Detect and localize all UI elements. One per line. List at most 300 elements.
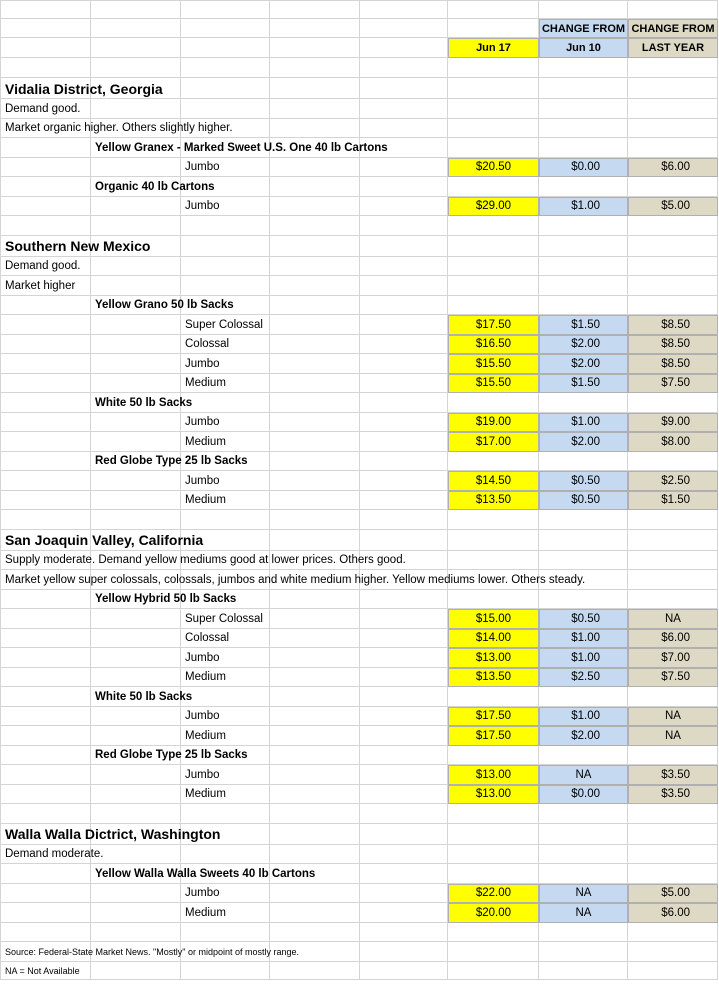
cell-col-3 [270, 158, 360, 178]
current-price: $13.00 [448, 765, 539, 785]
cell-col-7 [628, 276, 718, 296]
product-name: Yellow Grano 50 lb Sacks [95, 299, 234, 312]
cell-col-1 [91, 471, 181, 491]
size-label: Jumbo [185, 200, 220, 213]
sheet-row-note [0, 257, 719, 277]
cell-col-4 [360, 58, 448, 78]
cell-col-0 [0, 687, 91, 707]
cell-col-3 [270, 903, 360, 923]
cell-col-5 [448, 78, 539, 99]
cell-col-3 [270, 962, 360, 981]
size-label: Medium [185, 435, 226, 448]
cell-col-0 [0, 452, 91, 472]
cell-col-0 [0, 707, 91, 727]
sheet-row-product [0, 452, 719, 472]
sheet-row-product [0, 590, 719, 610]
cell-col-1 [91, 785, 181, 805]
cell-col-3 [270, 374, 360, 394]
current-price: $17.50 [448, 726, 539, 746]
cell-col-0 [0, 590, 91, 610]
cell-col-1 [91, 845, 181, 865]
cell-col-7 [628, 78, 718, 99]
cell-col-2 [181, 510, 270, 530]
size-label: Jumbo [185, 887, 220, 900]
cell-col-5 [448, 510, 539, 530]
cell-col-4 [360, 335, 448, 355]
current-price: $15.50 [448, 374, 539, 394]
cell-col-5 [448, 923, 539, 943]
change-from-week: $1.00 [539, 648, 628, 668]
current-price: $14.00 [448, 629, 539, 649]
cell-col-1 [91, 257, 181, 277]
sheet-row-data [0, 197, 719, 217]
cell-col-5 [448, 845, 539, 865]
cell-col-5 [448, 177, 539, 197]
cell-col-7 [628, 138, 718, 158]
cell-col-4 [360, 648, 448, 668]
cell-col-4 [360, 746, 448, 766]
cell-col-6 [539, 78, 628, 99]
cell-col-0 [0, 177, 91, 197]
cell-col-3 [270, 668, 360, 688]
cell-col-1 [91, 510, 181, 530]
market-note: Demand good. [5, 102, 81, 115]
cell-col-3 [270, 687, 360, 707]
cell-col-1 [91, 315, 181, 335]
cell-col-0 [0, 315, 91, 335]
cell-col-1 [91, 216, 181, 236]
cell-col-4 [360, 804, 448, 824]
cell-col-3 [270, 452, 360, 472]
cell-col-6 [539, 177, 628, 197]
change-from-year: $9.00 [628, 413, 718, 433]
cell-col-4 [360, 471, 448, 491]
cell-col-3 [270, 765, 360, 785]
market-note: Market yellow super colossals, colossals, jumbos and white medium higher. Yellow mediums lower. Others steady. [5, 573, 586, 586]
market-note: Demand good. [5, 260, 81, 273]
cell-col-4 [360, 707, 448, 727]
cell-col-2 [181, 257, 270, 277]
cell-col-2 [181, 236, 270, 257]
cell-col-4 [360, 374, 448, 394]
cell-col-7 [628, 746, 718, 766]
change-from-week: $2.00 [539, 726, 628, 746]
cell-col-0 [0, 884, 91, 904]
cell-col-1 [91, 609, 181, 629]
change-from-week: $1.00 [539, 413, 628, 433]
cell-col-3 [270, 335, 360, 355]
sheet-row-note [0, 570, 719, 590]
sheet-row-data [0, 648, 719, 668]
sheet-row-product [0, 138, 719, 158]
cell-col-4 [360, 903, 448, 923]
cell-col-4 [360, 510, 448, 530]
cell-col-5 [448, 276, 539, 296]
cell-col-1 [91, 804, 181, 824]
cell-col-6 [539, 99, 628, 119]
sheet-row-data [0, 354, 719, 374]
cell-col-4 [360, 257, 448, 277]
region-title: San Joaquin Valley, California [5, 532, 204, 548]
change-from-week: $1.00 [539, 197, 628, 217]
current-price: $15.00 [448, 609, 539, 629]
sheet-row-product [0, 393, 719, 413]
cell-col-7 [628, 942, 718, 962]
cell-col-0 [0, 354, 91, 374]
sheet-row-data [0, 629, 719, 649]
cell-col-2 [181, 19, 270, 38]
cell-col-3 [270, 707, 360, 727]
cell-col-3 [270, 354, 360, 374]
cell-col-4 [360, 99, 448, 119]
cell-col-3 [270, 119, 360, 139]
change-from-year: $1.50 [628, 491, 718, 511]
change-from-year: $2.50 [628, 471, 718, 491]
cell-col-0 [0, 158, 91, 178]
cell-col-3 [270, 0, 360, 19]
cell-col-6 [539, 551, 628, 571]
cell-col-5 [448, 236, 539, 257]
cell-col-4 [360, 726, 448, 746]
cell-col-4 [360, 491, 448, 511]
cell-col-4 [360, 393, 448, 413]
cell-col-2 [181, 58, 270, 78]
cell-col-3 [270, 471, 360, 491]
change-from-year: $3.50 [628, 785, 718, 805]
cell-col-5 [448, 119, 539, 139]
cell-col-6 [539, 257, 628, 277]
cell-col-6 [539, 942, 628, 962]
size-label: Jumbo [185, 474, 220, 487]
product-name: Red Globe Type 25 lb Sacks [95, 749, 248, 762]
size-label: Jumbo [185, 161, 220, 174]
cell-col-6 [539, 236, 628, 257]
cell-col-4 [360, 296, 448, 316]
sheet-row-region [0, 824, 719, 845]
sheet-row-note [0, 119, 719, 139]
cell-col-3 [270, 197, 360, 217]
cell-col-7 [628, 393, 718, 413]
change-from-year: $8.00 [628, 432, 718, 452]
cell-col-4 [360, 432, 448, 452]
sheet-row-data [0, 765, 719, 785]
region-title: Walla Walla Dictrict, Washington [5, 826, 221, 842]
sheet-row-data [0, 785, 719, 805]
sheet-row-data [0, 884, 719, 904]
size-label: Medium [185, 494, 226, 507]
cell-col-0 [0, 38, 91, 58]
cell-col-2 [181, 276, 270, 296]
current-price: $14.50 [448, 471, 539, 491]
cell-col-5 [448, 0, 539, 19]
cell-col-5 [448, 393, 539, 413]
sheet-row-data [0, 903, 719, 923]
product-name: Organic 40 lb Cartons [95, 180, 215, 193]
sheet-row-data [0, 335, 719, 355]
change-from-week: $1.50 [539, 315, 628, 335]
cell-col-1 [91, 765, 181, 785]
cell-col-7 [628, 551, 718, 571]
sheet-row-region [0, 530, 719, 551]
cell-col-0 [0, 296, 91, 316]
sheet-row-product [0, 687, 719, 707]
cell-col-6 [539, 864, 628, 884]
cell-col-3 [270, 432, 360, 452]
current-price: $13.00 [448, 785, 539, 805]
cell-col-1 [91, 707, 181, 727]
change-from-week: $1.00 [539, 629, 628, 649]
change-from-week: $0.50 [539, 471, 628, 491]
change-from-year: $8.50 [628, 354, 718, 374]
cell-col-5 [448, 257, 539, 277]
cell-col-1 [91, 491, 181, 511]
header-change-from-week: CHANGE FROM [539, 19, 628, 38]
market-note: Demand moderate. [5, 848, 104, 861]
cell-col-4 [360, 824, 448, 845]
cell-col-3 [270, 726, 360, 746]
product-name: Red Globe Type 25 lb Sacks [95, 455, 248, 468]
cell-col-6 [539, 58, 628, 78]
change-from-week: $2.50 [539, 668, 628, 688]
sheet-row-blank [0, 510, 719, 530]
cell-col-0 [0, 138, 91, 158]
cell-col-4 [360, 19, 448, 38]
cell-col-3 [270, 99, 360, 119]
cell-col-0 [0, 491, 91, 511]
cell-col-5 [448, 551, 539, 571]
cell-col-1 [91, 354, 181, 374]
change-from-week: NA [539, 903, 628, 923]
cell-col-6 [539, 530, 628, 551]
size-label: Colossal [185, 632, 230, 645]
sheet-row-product [0, 864, 719, 884]
current-price: $20.00 [448, 903, 539, 923]
current-price: $20.50 [448, 158, 539, 178]
market-note: Market higher [5, 279, 76, 292]
cell-col-4 [360, 276, 448, 296]
cell-col-4 [360, 158, 448, 178]
current-price: $13.50 [448, 668, 539, 688]
cell-col-3 [270, 609, 360, 629]
cell-col-4 [360, 177, 448, 197]
sheet-row-blank [0, 923, 719, 943]
cell-col-0 [0, 726, 91, 746]
cell-col-7 [628, 962, 718, 981]
cell-col-6 [539, 276, 628, 296]
size-label: Super Colossal [185, 612, 263, 625]
cell-col-3 [270, 315, 360, 335]
cell-col-1 [91, 629, 181, 649]
cell-col-3 [270, 177, 360, 197]
change-from-year: $3.50 [628, 765, 718, 785]
header-prev-date: Jun 10 [539, 38, 628, 58]
cell-col-3 [270, 413, 360, 433]
cell-col-0 [0, 413, 91, 433]
cell-col-4 [360, 452, 448, 472]
cell-col-1 [91, 197, 181, 217]
cell-col-3 [270, 296, 360, 316]
cell-col-4 [360, 785, 448, 805]
cell-col-4 [360, 197, 448, 217]
cell-col-4 [360, 845, 448, 865]
cell-col-0 [0, 648, 91, 668]
cell-col-1 [91, 432, 181, 452]
current-price: $22.00 [448, 884, 539, 904]
change-from-year: $5.00 [628, 197, 718, 217]
change-from-year: $6.00 [628, 158, 718, 178]
cell-col-4 [360, 78, 448, 99]
cell-col-6 [539, 296, 628, 316]
sheet-row-data [0, 668, 719, 688]
cell-col-6 [539, 962, 628, 981]
sheet-row-region [0, 78, 719, 99]
cell-col-0 [0, 746, 91, 766]
cell-col-7 [628, 257, 718, 277]
cell-col-5 [448, 296, 539, 316]
cell-col-7 [628, 687, 718, 707]
change-from-year: NA [628, 707, 718, 727]
cell-col-6 [539, 452, 628, 472]
product-name: Yellow Hybrid 50 lb Sacks [95, 593, 237, 606]
sheet-row-footer [0, 942, 719, 962]
cell-col-3 [270, 19, 360, 38]
sheet-row-note [0, 551, 719, 571]
cell-col-1 [91, 158, 181, 178]
cell-col-2 [181, 38, 270, 58]
cell-col-2 [181, 216, 270, 236]
size-label: Jumbo [185, 768, 220, 781]
cell-col-1 [91, 923, 181, 943]
current-price: $17.50 [448, 707, 539, 727]
cell-col-3 [270, 824, 360, 845]
product-name: White 50 lb Sacks [95, 396, 193, 409]
cell-col-0 [0, 471, 91, 491]
cell-col-5 [448, 138, 539, 158]
cell-col-7 [628, 58, 718, 78]
cell-col-4 [360, 923, 448, 943]
region-title: Southern New Mexico [5, 238, 151, 254]
region-title: Vidalia District, Georgia [5, 80, 163, 97]
change-from-year: $6.00 [628, 629, 718, 649]
change-from-year: NA [628, 726, 718, 746]
cell-col-0 [0, 432, 91, 452]
cell-col-7 [628, 119, 718, 139]
sheet-row-data [0, 471, 719, 491]
cell-col-0 [0, 374, 91, 394]
cell-col-5 [448, 452, 539, 472]
cell-col-6 [539, 923, 628, 943]
cell-col-4 [360, 590, 448, 610]
size-label: Jumbo [185, 416, 220, 429]
cell-col-2 [181, 687, 270, 707]
cell-col-0 [0, 804, 91, 824]
size-label: Medium [185, 788, 226, 801]
cell-col-4 [360, 216, 448, 236]
sheet-row-data [0, 609, 719, 629]
cell-col-5 [448, 58, 539, 78]
cell-col-3 [270, 923, 360, 943]
cell-col-7 [628, 177, 718, 197]
cell-col-4 [360, 0, 448, 19]
cell-col-3 [270, 884, 360, 904]
cell-col-1 [91, 726, 181, 746]
cell-col-1 [91, 413, 181, 433]
sheet-row-data [0, 707, 719, 727]
cell-col-3 [270, 38, 360, 58]
cell-col-2 [181, 0, 270, 19]
cell-col-4 [360, 38, 448, 58]
cell-col-6 [539, 216, 628, 236]
cell-col-1 [91, 648, 181, 668]
cell-col-1 [91, 58, 181, 78]
cell-col-1 [91, 38, 181, 58]
size-label: Jumbo [185, 357, 220, 370]
change-from-week: $0.50 [539, 609, 628, 629]
change-from-week: $0.00 [539, 785, 628, 805]
sheet-row-data [0, 491, 719, 511]
change-from-week: $0.50 [539, 491, 628, 511]
change-from-year: $7.50 [628, 668, 718, 688]
current-price: $13.00 [448, 648, 539, 668]
cell-col-5 [448, 590, 539, 610]
cell-col-4 [360, 315, 448, 335]
cell-col-7 [628, 864, 718, 884]
cell-col-0 [0, 393, 91, 413]
cell-col-1 [91, 884, 181, 904]
cell-col-1 [91, 276, 181, 296]
cell-col-0 [0, 609, 91, 629]
cell-col-1 [91, 668, 181, 688]
cell-col-3 [270, 393, 360, 413]
cell-col-0 [0, 668, 91, 688]
cell-col-4 [360, 119, 448, 139]
current-price: $16.50 [448, 335, 539, 355]
change-from-week: $2.00 [539, 335, 628, 355]
cell-col-3 [270, 236, 360, 257]
cell-col-5 [448, 746, 539, 766]
cell-col-6 [539, 590, 628, 610]
cell-col-7 [628, 452, 718, 472]
change-from-year: $7.00 [628, 648, 718, 668]
cell-col-4 [360, 942, 448, 962]
size-label: Medium [185, 906, 226, 919]
cell-col-5 [448, 824, 539, 845]
change-from-week: $1.00 [539, 707, 628, 727]
cell-col-1 [91, 374, 181, 394]
cell-col-4 [360, 236, 448, 257]
sheet-row-hdr2 [0, 38, 719, 58]
cell-col-0 [0, 765, 91, 785]
cell-col-3 [270, 257, 360, 277]
cell-col-0 [0, 216, 91, 236]
cell-col-1 [91, 99, 181, 119]
sheet-row-note [0, 845, 719, 865]
cell-col-5 [448, 19, 539, 38]
cell-col-7 [628, 99, 718, 119]
cell-col-6 [539, 0, 628, 19]
change-from-year: $6.00 [628, 903, 718, 923]
cell-col-2 [181, 923, 270, 943]
change-from-year: $8.50 [628, 335, 718, 355]
cell-col-6 [539, 746, 628, 766]
cell-col-2 [181, 393, 270, 413]
change-from-year: NA [628, 609, 718, 629]
cell-col-0 [0, 864, 91, 884]
sheet-row-data [0, 158, 719, 178]
cell-col-3 [270, 58, 360, 78]
cell-col-1 [91, 962, 181, 981]
sheet-row-region [0, 236, 719, 257]
